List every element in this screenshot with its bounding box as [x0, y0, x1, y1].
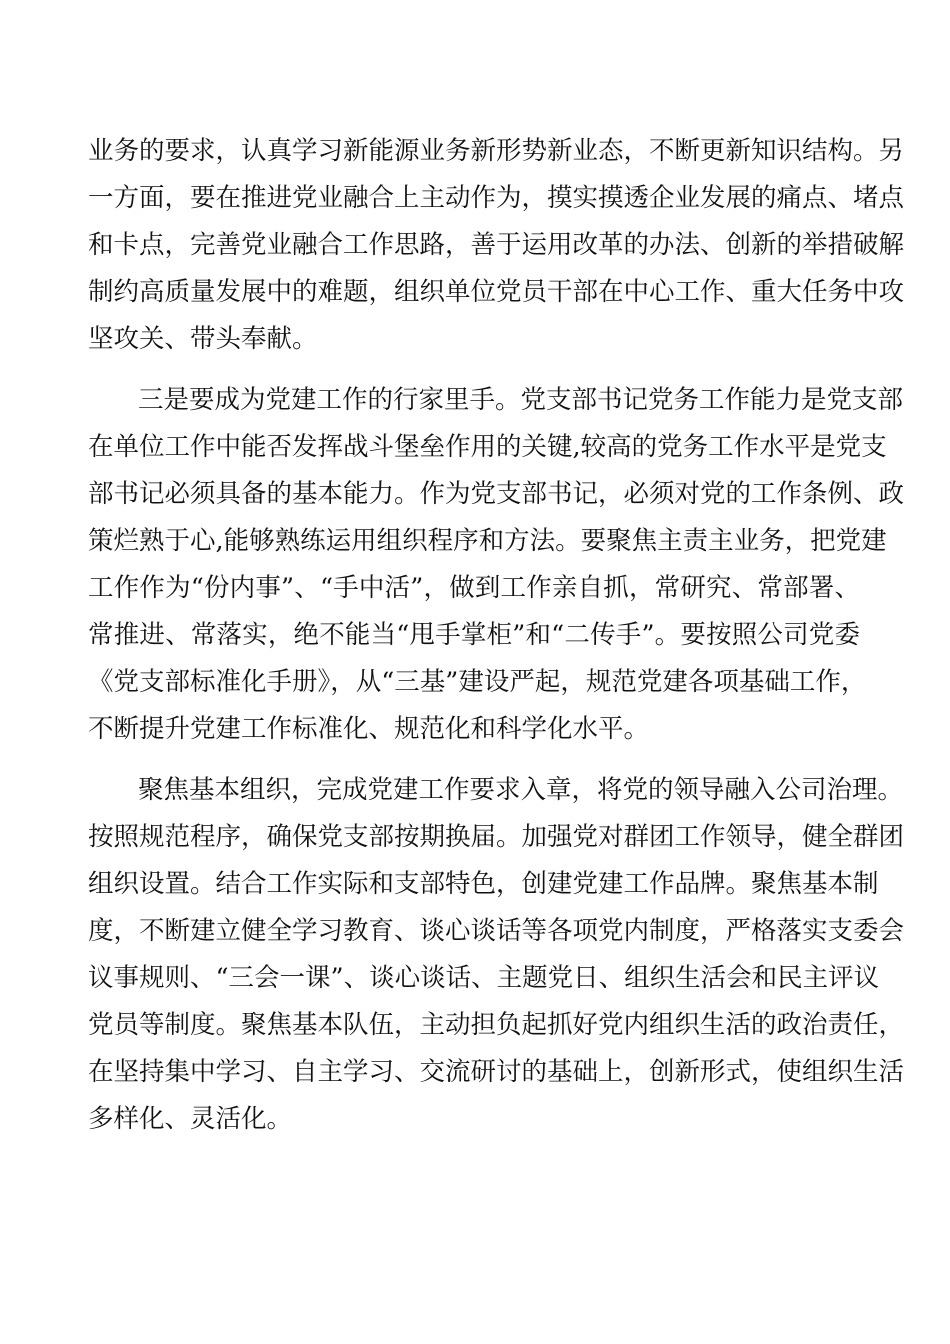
- paragraph-line: 不断提升党建工作标准化、规范化和科学化水平。: [88, 714, 650, 744]
- paragraph-line: 党员等制度。聚焦基本队伍，主动担负起抓好党内组织生活的政治责任，: [88, 1010, 905, 1040]
- paragraph-line: 组织设置。结合工作实际和支部特色，创建党建工作品牌。聚焦基本制: [88, 869, 879, 899]
- paragraph-line: 坚攻关、带头奉献。: [88, 324, 318, 354]
- paragraph-line: 和卡点，完善党业融合工作思路，善于运用改革的办法、创新的举措破解: [88, 230, 905, 260]
- paragraph-line: 制约高质量发展中的难题，组织单位党员干部在中心工作、重大任务中攻: [88, 277, 905, 307]
- paragraph-line: 聚焦基本组织，完成党建工作要求入章，将党的领导融入公司治理。: [138, 775, 904, 805]
- paragraph-2: [88, 377, 905, 753]
- paragraph-line: 在单位工作中能否发挥战斗堡垒作用的关键,较高的党务工作水平是党支: [88, 432, 887, 462]
- paragraph-line: 三是要成为党建工作的行家里手。党支部书记党务工作能力是党支部: [138, 385, 904, 415]
- paragraph-1: [88, 128, 905, 363]
- paragraph-line: 《党支部标准化手册》，从“三基”建设严起，规范党建各项基础工作，: [88, 667, 867, 697]
- paragraph-line: 按照规范程序，确保党支部按期换届。加强党对群团工作领导，健全群团: [88, 822, 905, 852]
- paragraph-line: 度，不断建立健全学习教育、谈心谈话等各项党内制度，严格落实支委会: [88, 916, 905, 946]
- paragraph-line: 策烂熟于心,能够熟练运用组织程序和方法。要聚焦主责主业务，把党建: [88, 526, 887, 556]
- paragraph-line: 部书记必须具备的基本能力。作为党支部书记，必须对党的工作条例、政: [88, 479, 905, 509]
- paragraph-line: 常推进、常落实，绝不能当“甩手掌柜”和“二传手”。要按照公司党委: [88, 620, 860, 650]
- paragraph-3: [88, 767, 905, 1143]
- document-body: [88, 128, 905, 1143]
- paragraph-line: 多样化、灵活化。: [88, 1104, 293, 1134]
- paragraph-line: 业务的要求，认真学习新能源业务新形势新业态，不断更新知识结构。另: [88, 136, 905, 166]
- paragraph-line: 一方面，要在推进党业融合上主动作为，摸实摸透企业发展的痛点、堵点: [88, 183, 905, 213]
- paragraph-line: 在坚持集中学习、自主学习、交流研讨的基础上，创新形式，使组织生活: [88, 1057, 905, 1087]
- paragraph-line: 议事规则、“三会一课”、谈心谈话、主题党日、组织生活会和民主评议: [88, 963, 880, 993]
- paragraph-line: 工作作为“份内事”、“手中活”，做到工作亲自抓，常研究、常部署、: [88, 573, 860, 603]
